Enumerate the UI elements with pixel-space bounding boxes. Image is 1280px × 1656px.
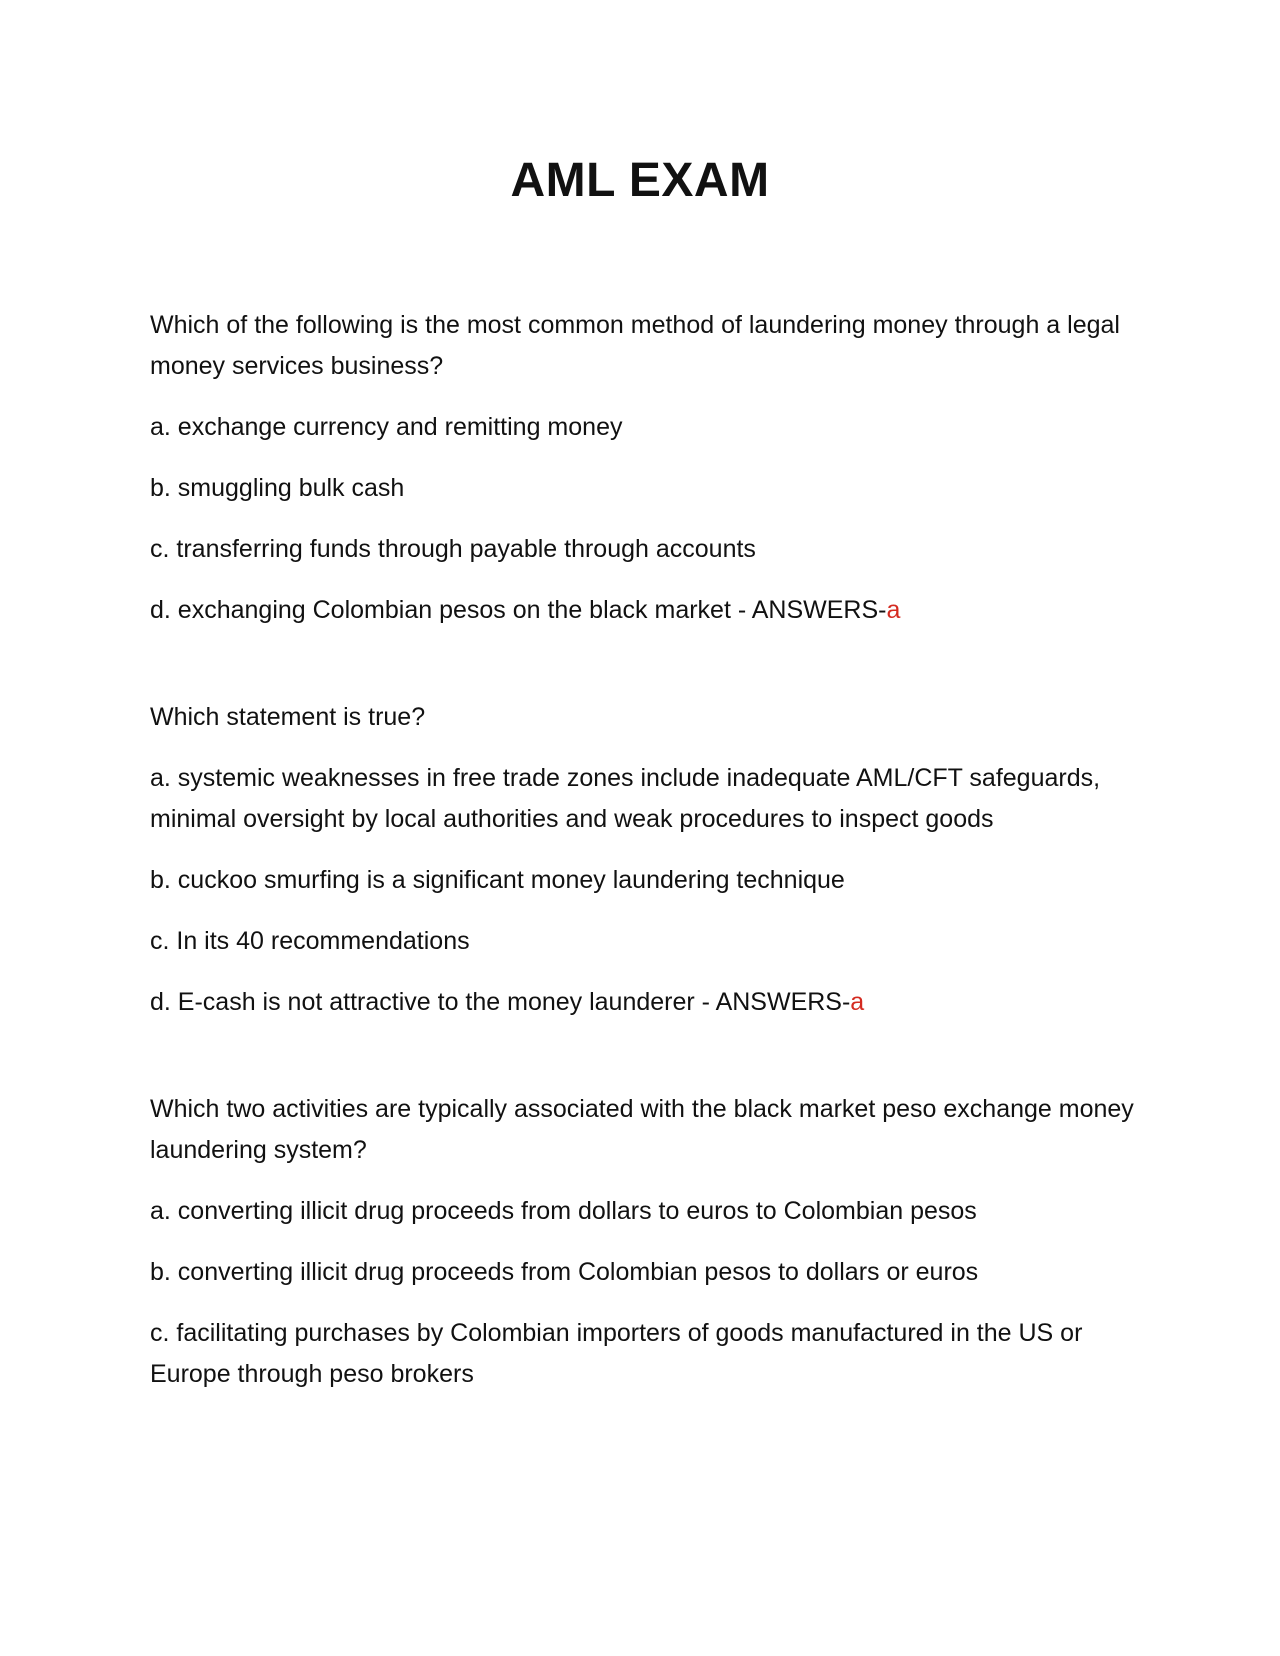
question-1-answer: a — [886, 596, 901, 624]
question-3-option-c: c. facilitating purchases by Colombian importers of goods manufactured in the US or Europe through peso brokers — [150, 1319, 1083, 1388]
question-2 — [150, 697, 1140, 1023]
question-3-text: Which two activities are typically associated with the black market peso exchange money laundering system? — [150, 1095, 1134, 1164]
question-1-option-d-text: d. exchanging Colombian pesos on the black market - ANSWERS- — [150, 596, 887, 624]
question-1 — [150, 305, 1140, 631]
question-2-option-d-text: d. E-cash is not attractive to the money launderer - ANSWERS- — [150, 988, 851, 1016]
question-3 — [150, 1089, 1140, 1395]
question-1-text: Which of the following is the most common method of laundering money through a legal money services business? — [150, 311, 1120, 380]
question-1-option-d — [150, 590, 1140, 631]
question-1-option-c: c. transferring funds through payable through accounts — [150, 535, 756, 563]
question-2-answer: a — [850, 988, 865, 1016]
question-2-text: Which statement is true? — [150, 703, 426, 731]
question-1-option-a: a. exchange currency and remitting money — [150, 413, 623, 441]
document-title: AML EXAM — [510, 154, 770, 207]
question-3-option-b: b. converting illicit drug proceeds from Colombian pesos to dollars or euros — [150, 1258, 979, 1286]
question-1-option-b: b. smuggling bulk cash — [150, 474, 405, 502]
question-3-option-a: a. converting illicit drug proceeds from dollars to euros to Colombian pesos — [150, 1197, 977, 1225]
question-2-option-c: c. In its 40 recommendations — [150, 927, 470, 955]
document-content — [150, 305, 1140, 1415]
question-2-option-b: b. cuckoo smurfing is a significant money laundering technique — [150, 866, 845, 894]
question-2-option-d — [150, 982, 1140, 1023]
question-2-option-a: a. systemic weaknesses in free trade zones include inadequate AML/CFT safeguards, minimal oversight by local authorities and weak procedures to inspect goods — [150, 764, 1101, 833]
